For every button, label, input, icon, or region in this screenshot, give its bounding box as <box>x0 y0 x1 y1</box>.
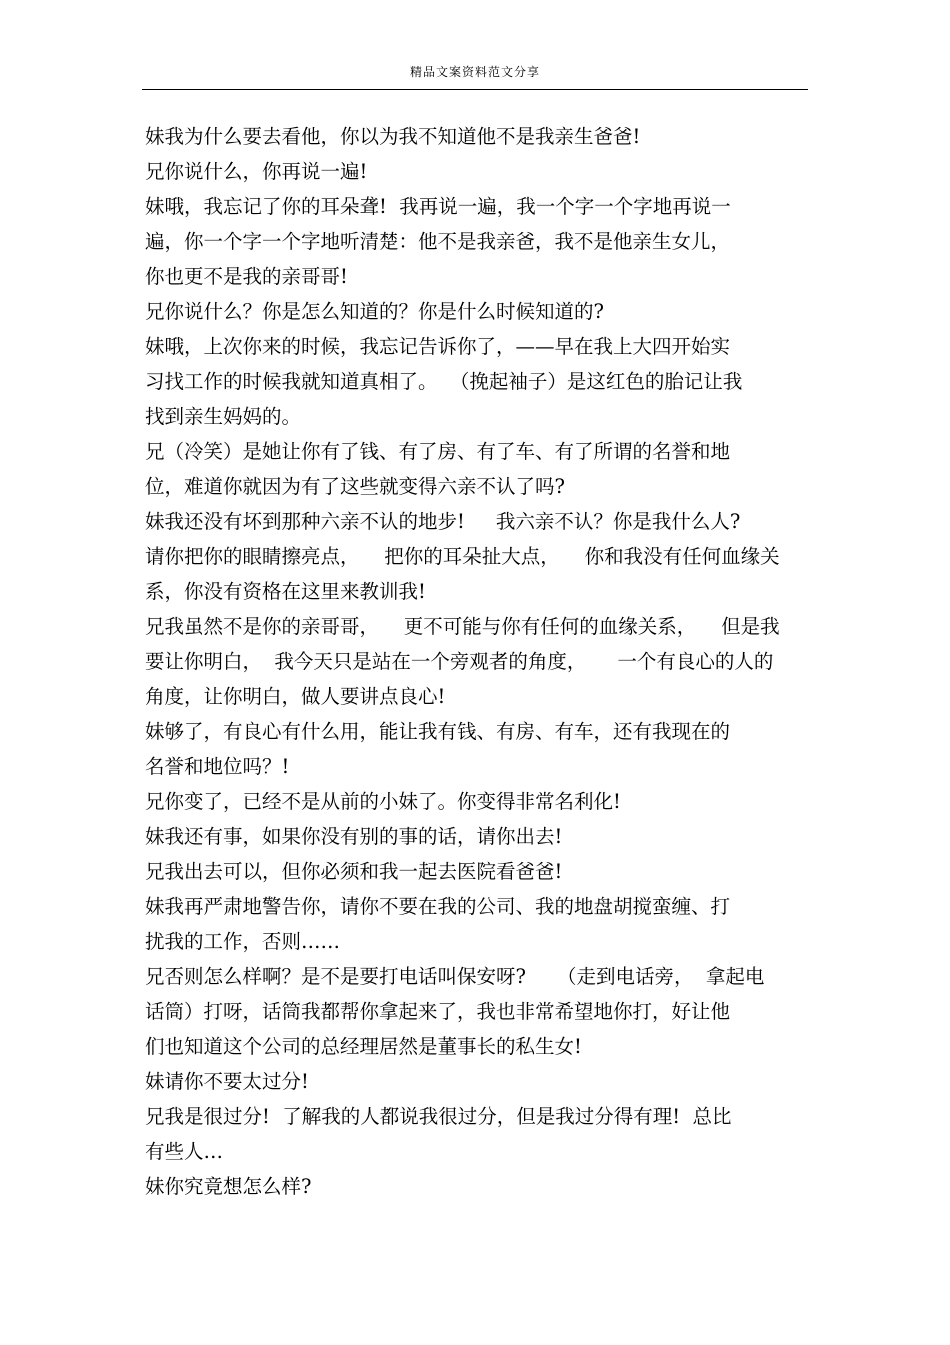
script-line: 有些人… <box>145 1140 224 1163</box>
script-line: 妹我还没有坏到那种六亲不认的地步! 我六亲不认？你是我什么人? <box>145 510 741 533</box>
script-line: 系，你没有资格在这里来教训我! <box>145 580 426 603</box>
script-line: 兄我出去可以，但你必须和我一起去医院看爸爸! <box>145 860 563 883</box>
script-line: 兄否则怎么样啊？是不是要打电话叫保安呀? （走到电话旁， 拿起电 <box>145 965 765 988</box>
script-line: 妹我再严肃地警告你，请你不要在我的公司、我的地盘胡搅蛮缠、打 <box>145 895 731 918</box>
script-line: 妹请你不要太过分! <box>145 1070 309 1093</box>
script-line: 兄我是很过分! 了解我的人都说我很过分，但是我过分得有理! 总比 <box>145 1105 732 1128</box>
script-line: 要让你明白， 我今天只是站在一个旁观者的角度， 一个有良心的人的 <box>145 650 774 673</box>
script-line: 妹哦，我忘记了你的耳朵聋! 我再说一遍，我一个字一个字地再说一 <box>145 195 731 218</box>
script-line: 兄你说什么？你是怎么知道的？你是什么时候知道的? <box>145 300 604 323</box>
script-line: 找到亲生妈妈的。 <box>145 405 302 428</box>
script-body <box>145 119 810 1204</box>
script-line: 位，难道你就因为有了这些就变得六亲不认了吗? <box>145 475 565 498</box>
script-line: 兄你变了，已经不是从前的小妹了。你变得非常名利化! <box>145 790 621 813</box>
script-line: 你也更不是我的亲哥哥! <box>145 265 348 288</box>
script-line: 名誉和地位吗？! <box>145 755 290 778</box>
script-line: 妹哦，上次你来的时候，我忘记告诉你了，——早在我上大四开始实 <box>145 335 731 358</box>
script-line: 们也知道这个公司的总经理居然是董事长的私生女! <box>145 1035 582 1058</box>
script-line: 妹我为什么要去看他，你以为我不知道他不是我亲生爸爸! <box>145 125 641 148</box>
script-line: 兄（冷笑）是她让你有了钱、有了房、有了车、有了所谓的名誉和地 <box>145 440 731 463</box>
page-header: 精品文案资料范文分享 <box>409 65 540 79</box>
script-line: 妹我还有事，如果你没有别的事的话，请你出去! <box>145 825 563 848</box>
script-line: 妹你究竟想怎么样? <box>145 1175 312 1198</box>
script-line: 遍，你一个字一个字地听清楚：他不是我亲爸，我不是他亲生女儿， <box>145 230 731 253</box>
header-divider <box>142 89 808 90</box>
script-line: 兄我虽然不是你的亲哥哥， 更不可能与你有任何的血缘关系， 但是我 <box>145 615 780 638</box>
script-line: 角度，让你明白，做人要讲点良心! <box>145 685 446 708</box>
script-line: 习找工作的时候我就知道真相了。 （挽起袖子）是这红色的胎记让我 <box>145 370 743 393</box>
script-line: 妹够了，有良心有什么用，能让我有钱、有房、有车，还有我现在的 <box>145 720 731 743</box>
script-line: 兄你说什么，你再说一遍! <box>145 160 368 183</box>
script-line: 请你把你的眼睛擦亮点， 把你的耳朵扯大点， 你和我没有任何血缘关 <box>145 545 780 568</box>
script-line: 话筒）打呀，话筒我都帮你拿起来了，我也非常希望地你打，好让他 <box>145 1000 731 1023</box>
script-line: 扰我的工作，否则…… <box>145 930 341 953</box>
